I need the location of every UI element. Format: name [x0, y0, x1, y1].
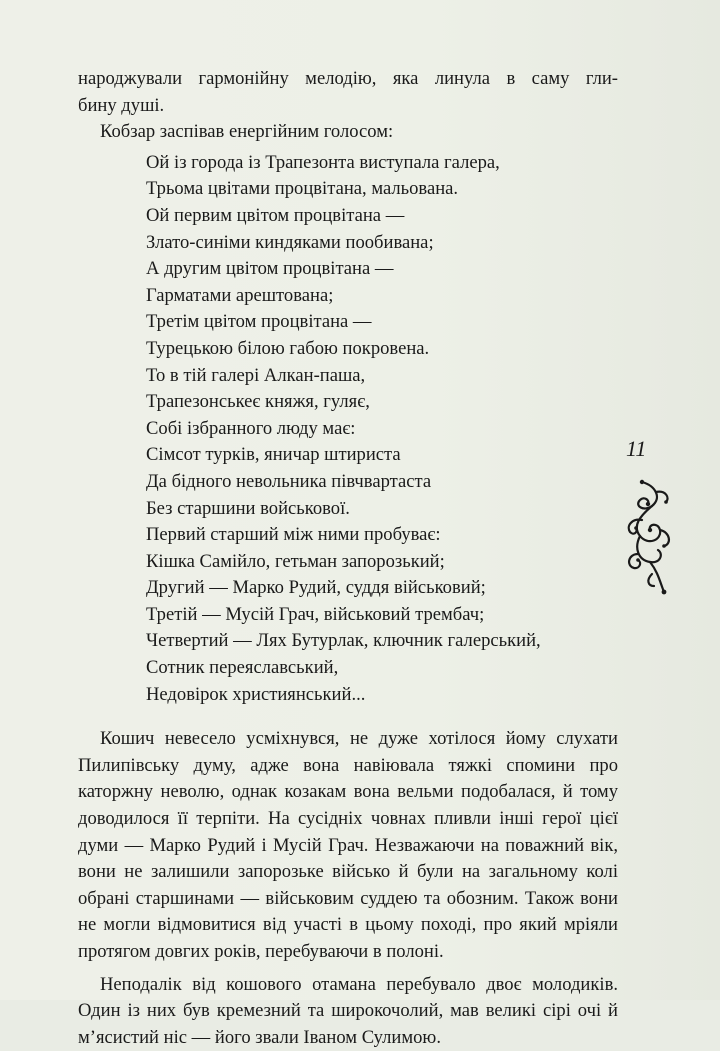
page-number: 11	[626, 436, 647, 461]
verse-block	[146, 150, 618, 708]
verse-line: Третій — Мусій Грач, військовий трембач;	[146, 603, 485, 625]
verse-line: Третім цвітом процвітана —	[146, 311, 372, 333]
verse-line: Сотник переяславський,	[146, 657, 339, 679]
paragraph-koshych: Кошич невесело усміхнувся, не дуже хотілося йому слухати Пилипівську думу, адже вона навіювала тяжкі спомини про каторжну неволю, однак козакам вона вельми подобалася, й тому доводилося її терпіти. На сусідніх човнах пливли інші герої цієї думи — Марко Рудий і Мусій Грач. Незважаючи на поважний вік, вони не залишили запорозьке військо й були на загальному колі обрані старшинами — військовим суддею та обозним. Також вони не могли відмовитися від участі в цьому поході, про який мріяли протягом довгих років, перебуваючи в полоні.	[78, 728, 618, 962]
verse-line: Другий — Марко Рудий, суддя військовий;	[146, 577, 486, 599]
verse-line: То в тій галері Алкан-паша,	[146, 364, 366, 386]
paragraph-nepodalik: Неподалік від кошового отамана перебувало двоє молодиків. Один із них був кремезний та широкочолий, мав великі сірі очі й м’ясистий ніс — його звали Іваном Сулимою.	[78, 973, 618, 1048]
verse-line: Кішка Самійло, гетьман запорозький;	[146, 550, 445, 572]
intro-line-1: народжували гармонійну мелодію, яка линула в саму гли-	[78, 68, 618, 89]
verse-line: Да бідного невольника півчвартаста	[146, 470, 432, 492]
page-text	[78, 66, 618, 1051]
verse-line: А другим цвітом процвітана —	[146, 258, 394, 280]
verse-line: Без старшини войськової.	[146, 497, 350, 519]
verse-line: Турецькою білою габою покровена.	[146, 337, 430, 359]
verse-line: Первий старший між ними пробуває:	[146, 524, 441, 546]
verse-line: Четвертий — Лях Бутурлак, ключник галерський,	[146, 630, 541, 652]
verse-line: Недовірок християнський...	[146, 683, 366, 705]
verse-line: Сімсот турків, яничар штириста	[146, 444, 401, 466]
verse-line: Собі ізбранного люду має:	[146, 417, 356, 439]
verse-line: Трьома цвітами процвітана, мальована.	[146, 178, 459, 200]
verse-line: Ой первим цвітом процвітана —	[146, 204, 405, 226]
kobzar-line: Кобзар заспівав енергійним голосом:	[100, 121, 394, 143]
floral-ornament-icon	[622, 476, 674, 596]
verse-line: Трапезонськеє княжя, гуляє,	[146, 391, 370, 413]
verse-line: Гарматами арештована;	[146, 284, 334, 306]
intro-line-2: бину душі.	[78, 94, 165, 116]
verse-line: Ой із города із Трапезонта виступала галера,	[146, 151, 500, 173]
verse-line: Злато-синіми киндяками пообивана;	[146, 231, 434, 253]
